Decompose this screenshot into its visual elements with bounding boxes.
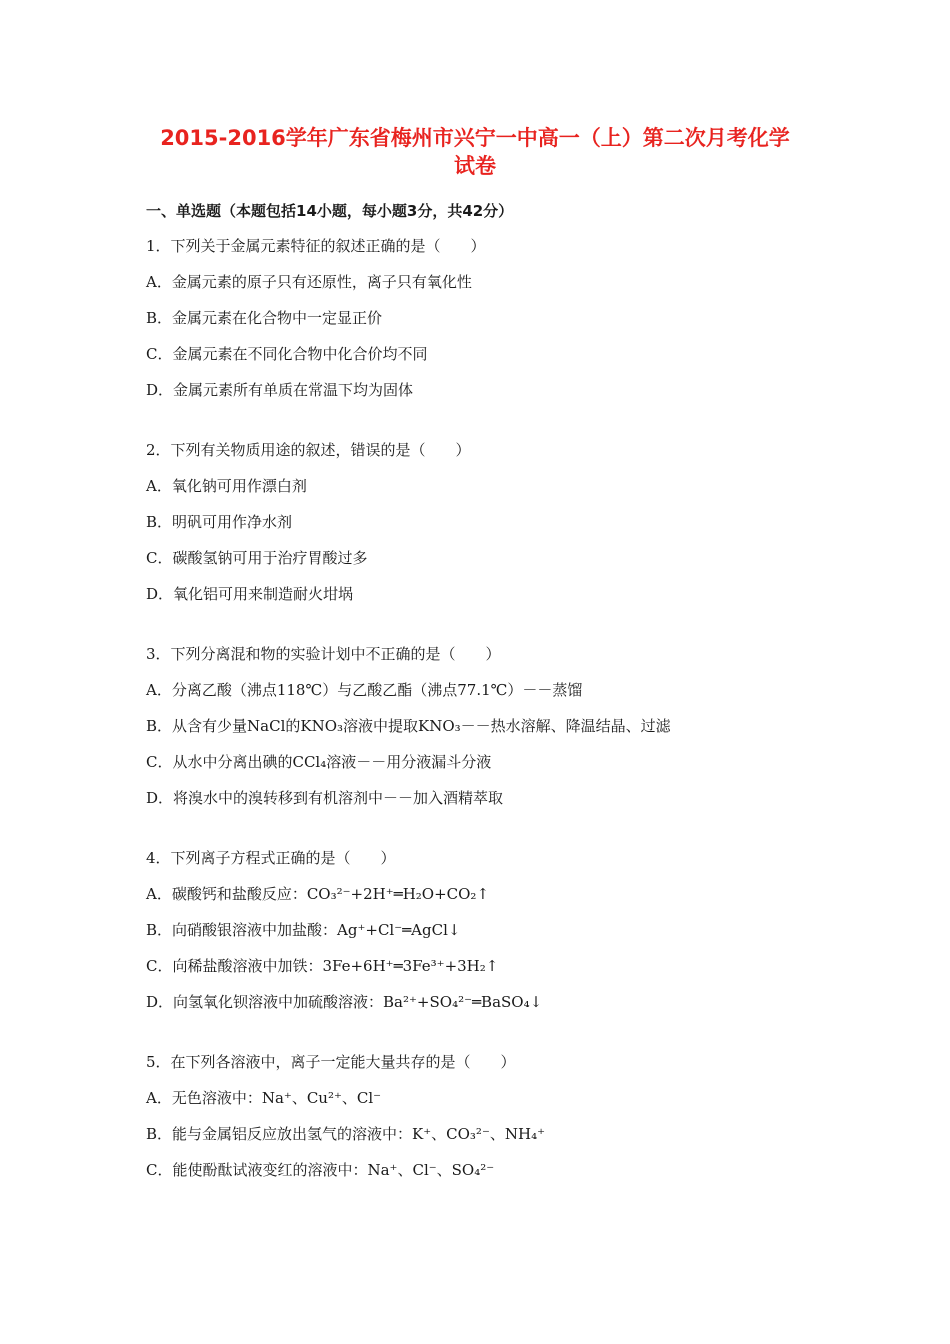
question-2 (146, 439, 866, 619)
option-b: B．明矾可用作净水剂 (146, 513, 293, 531)
option-b: B．能与金属铝反应放出氢气的溶液中：K⁺、CO₃²⁻、NH₄⁺ (146, 1125, 546, 1143)
option-a: A．碳酸钙和盐酸反应：CO₃²⁻+2H⁺═H₂O+CO₂↑ (146, 885, 490, 903)
option-d: D．金属元素所有单质在常温下均为固体 (146, 381, 414, 399)
section-header: 一、单选题（本题包括14小题，每小题3分，共42分） (146, 202, 514, 220)
question-stem: 3．下列分离混和物的实验计划中不正确的是（ ） (146, 645, 501, 663)
option-a: A．氧化钠可用作漂白剂 (146, 477, 307, 495)
option-d: D．氧化铝可用来制造耐火坩埚 (146, 585, 354, 603)
option-d: D．向氢氧化钡溶液中加硫酸溶液：Ba²⁺+SO₄²⁻═BaSO₄↓ (146, 993, 543, 1011)
option-a: A．分离乙酸（沸点118℃）与乙酸乙酯（沸点77.1℃）－－蒸馏 (146, 681, 583, 699)
question-4 (146, 847, 866, 1027)
option-c: C．金属元素在不同化合物中化合价均不同 (146, 345, 428, 363)
option-d: D．将溴水中的溴转移到有机溶剂中－－加入酒精萃取 (146, 789, 504, 807)
exam-title-line-2: 试卷 (454, 154, 496, 178)
question-1 (146, 235, 866, 415)
exam-title (0, 124, 950, 180)
question-stem: 4．下列离子方程式正确的是（ ） (146, 849, 396, 867)
option-b: B．向硝酸银溶液中加盐酸：Ag⁺+Cl⁻═AgCl↓ (146, 921, 461, 939)
option-c: C．向稀盐酸溶液中加铁：3Fe+6H⁺═3Fe³⁺+3H₂↑ (146, 957, 499, 975)
option-c: C．能使酚酞试液变红的溶液中：Na⁺、Cl⁻、SO₄²⁻ (146, 1161, 495, 1179)
question-stem: 1．下列关于金属元素特征的叙述正确的是（ ） (146, 237, 486, 255)
option-b: B．从含有少量NaCl的KNO₃溶液中提取KNO₃－－热水溶解、降温结晶、过滤 (146, 717, 671, 735)
option-a: A．金属元素的原子只有还原性，离子只有氧化性 (146, 273, 472, 291)
exam-title-line-1: 2015-2016学年广东省梅州市兴宁一中高一（上）第二次月考化学 (160, 126, 790, 150)
question-3 (146, 643, 866, 823)
option-c: C．碳酸氢钠可用于治疗胃酸过多 (146, 549, 368, 567)
question-stem: 5．在下列各溶液中，离子一定能大量共存的是（ ） (146, 1053, 516, 1071)
option-a: A．无色溶液中：Na⁺、Cu²⁺、Cl⁻ (146, 1089, 382, 1107)
option-b: B．金属元素在化合物中一定显正价 (146, 309, 383, 327)
question-stem: 2．下列有关物质用途的叙述，错误的是（ ） (146, 441, 471, 459)
option-c: C．从水中分离出碘的CCl₄溶液－－用分液漏斗分液 (146, 753, 492, 771)
question-5 (146, 1051, 866, 1195)
